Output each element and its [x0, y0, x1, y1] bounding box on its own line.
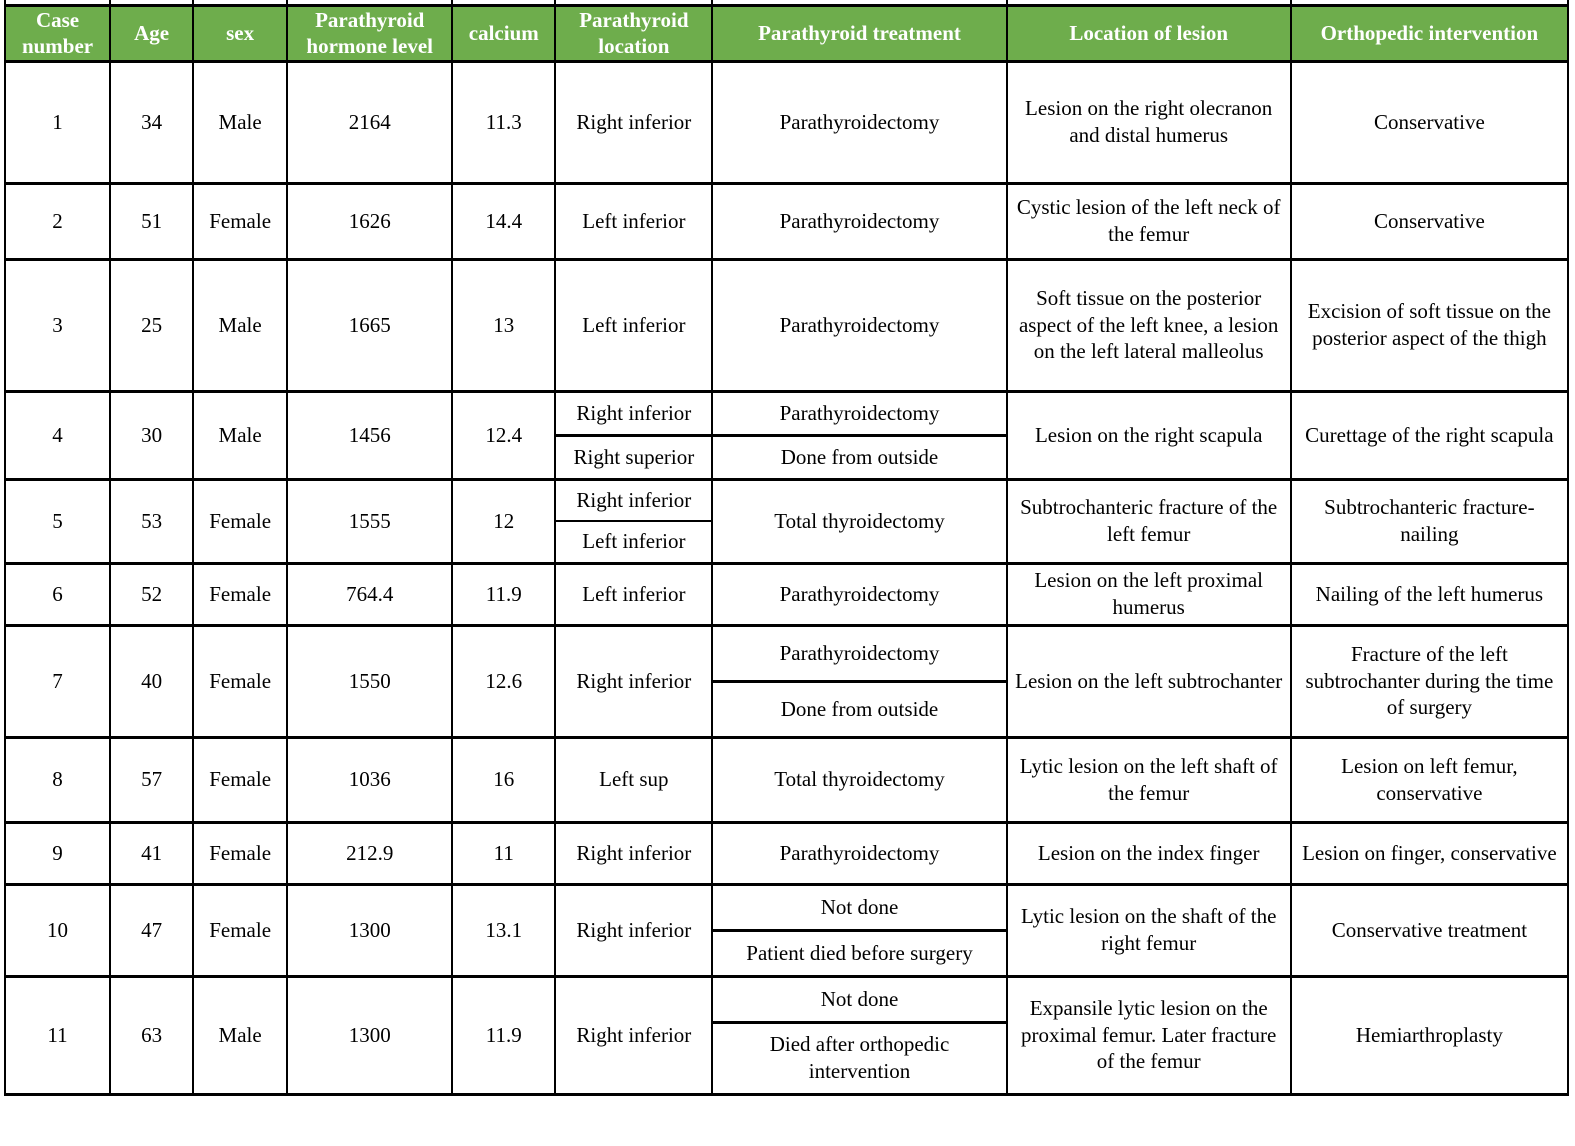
- cell-sex: Male: [193, 259, 287, 391]
- cell-lesion: Expansile lytic lesion on the proximal femur. Later fracture of the femur: [1007, 976, 1291, 1094]
- table-row: [5, 259, 1568, 391]
- cell-intervention: Hemiarthroplasty: [1291, 976, 1568, 1094]
- cell-location-sub: Right superior: [556, 434, 711, 478]
- cell-location: Right inferior: [555, 822, 712, 884]
- cell-sex: Female: [193, 625, 287, 737]
- cell-case-number: 8: [5, 737, 110, 822]
- cell-case-number: 10: [5, 884, 110, 976]
- column-header-sex: sex: [193, 6, 287, 62]
- cell-hormone: 1456: [287, 391, 452, 479]
- cell-treatment: Total thyroidectomy: [712, 479, 1006, 563]
- cell-lesion: Lesion on the left proximal humerus: [1007, 563, 1291, 625]
- cell-lesion: Subtrochanteric fracture of the left femur: [1007, 479, 1291, 563]
- cell-calcium: 11.9: [452, 563, 555, 625]
- cell-location-sub: Right inferior: [576, 487, 692, 512]
- cases-table: [4, 0, 1569, 1096]
- column-header-calcium: calcium: [452, 6, 555, 62]
- cell-case-number: 4: [5, 391, 110, 479]
- cell-location-sub: Right inferior: [576, 400, 692, 425]
- cell-case-number: 3: [5, 259, 110, 391]
- cell-age: 25: [110, 259, 193, 391]
- cell-age: 30: [110, 391, 193, 479]
- cell-treatment-sub: Done from outside: [713, 434, 1005, 478]
- cell-intervention: Nailing of the left humerus: [1291, 563, 1568, 625]
- column-header-age: Age: [110, 6, 193, 62]
- cell-hormone: 212.9: [287, 822, 452, 884]
- table-row: [5, 976, 1568, 1094]
- cell-age: 47: [110, 884, 193, 976]
- cell-treatment-sub: Not done: [820, 986, 899, 1011]
- cell-age: 34: [110, 61, 193, 183]
- cell-lesion: Lesion on the right olecranon and distal humerus: [1007, 61, 1291, 183]
- table-row: [5, 822, 1568, 884]
- cell-calcium: 11.9: [452, 976, 555, 1094]
- cell-treatment: Parathyroidectomy: [712, 61, 1006, 183]
- table-row: [5, 391, 1568, 479]
- cell-hormone: 1626: [287, 183, 452, 259]
- cell-sex: Female: [193, 822, 287, 884]
- column-header-orthopedic-intervention: Orthopedic intervention: [1291, 6, 1568, 62]
- cell-location: Right inferior: [555, 884, 712, 976]
- cell-treatment: Parathyroidectomy: [712, 259, 1006, 391]
- cell-lesion: Soft tissue on the posterior aspect of the left knee, a lesion on the left lateral malleolus: [1007, 259, 1291, 391]
- cell-age: 52: [110, 563, 193, 625]
- cell-age: 57: [110, 737, 193, 822]
- cell-lesion: Cystic lesion of the left neck of the femur: [1007, 183, 1291, 259]
- cell-hormone: 1550: [287, 625, 452, 737]
- cell-treatment-split: [712, 391, 1006, 479]
- cell-hormone: 1300: [287, 884, 452, 976]
- column-header-location-of-lesion: Location of lesion: [1007, 6, 1291, 62]
- cell-intervention: Lesion on finger, conservative: [1291, 822, 1568, 884]
- cell-case-number: 2: [5, 183, 110, 259]
- cell-treatment-split: [712, 976, 1006, 1094]
- cell-treatment-sub: Parathyroidectomy: [779, 640, 940, 665]
- cell-sex: Male: [193, 61, 287, 183]
- cell-treatment-sub: Patient died before surgery: [713, 929, 1005, 975]
- column-header-case-number: Case number: [5, 6, 110, 62]
- cell-lesion: Lytic lesion on the left shaft of the femur: [1007, 737, 1291, 822]
- cell-lesion: Lesion on the right scapula: [1007, 391, 1291, 479]
- cell-case-number: 1: [5, 61, 110, 183]
- cell-sex: Female: [193, 563, 287, 625]
- cell-sex: Male: [193, 976, 287, 1094]
- table-row: [5, 884, 1568, 976]
- cell-location: Right inferior: [555, 976, 712, 1094]
- cell-intervention: Conservative: [1291, 183, 1568, 259]
- cell-sex: Female: [193, 479, 287, 563]
- cell-case-number: 7: [5, 625, 110, 737]
- cell-location: Right inferior: [555, 61, 712, 183]
- cell-intervention: Lesion on left femur, conservative: [1291, 737, 1568, 822]
- cell-treatment: Total thyroidectomy: [712, 737, 1006, 822]
- cell-case-number: 5: [5, 479, 110, 563]
- cell-location: Left inferior: [555, 183, 712, 259]
- cell-intervention: Conservative treatment: [1291, 884, 1568, 976]
- cell-treatment: Parathyroidectomy: [712, 822, 1006, 884]
- table-row: [5, 737, 1568, 822]
- cell-case-number: 6: [5, 563, 110, 625]
- column-header-parathyroid-treatment: Parathyroid treatment: [712, 6, 1006, 62]
- cell-calcium: 13.1: [452, 884, 555, 976]
- cell-hormone: 1555: [287, 479, 452, 563]
- cell-lesion: Lesion on the index finger: [1007, 822, 1291, 884]
- cell-case-number: 11: [5, 976, 110, 1094]
- cell-calcium: 16: [452, 737, 555, 822]
- column-header-parathyroid-hormone-level: Parathyroid hormone level: [287, 6, 452, 62]
- cell-age: 40: [110, 625, 193, 737]
- cell-lesion: Lesion on the left subtrochanter: [1007, 625, 1291, 737]
- table-row: [5, 61, 1568, 183]
- cell-treatment-sub: Not done: [820, 894, 899, 919]
- cell-calcium: 12: [452, 479, 555, 563]
- cell-treatment-sub: Parathyroidectomy: [779, 400, 940, 425]
- cell-location-sub: Left inferior: [556, 520, 711, 562]
- cell-hormone: 2164: [287, 61, 452, 183]
- cell-age: 53: [110, 479, 193, 563]
- cell-treatment: Parathyroidectomy: [712, 563, 1006, 625]
- cell-lesion: Lytic lesion on the shaft of the right femur: [1007, 884, 1291, 976]
- cell-hormone: 1300: [287, 976, 452, 1094]
- cell-treatment-sub: Done from outside: [713, 680, 1005, 736]
- cell-location: Right inferior: [555, 625, 712, 737]
- cell-age: 51: [110, 183, 193, 259]
- cell-calcium: 11.3: [452, 61, 555, 183]
- cell-treatment: Parathyroidectomy: [712, 183, 1006, 259]
- cell-location: Left inferior: [555, 563, 712, 625]
- cell-calcium: 13: [452, 259, 555, 391]
- cell-intervention: Subtrochanteric fracture-nailing: [1291, 479, 1568, 563]
- table-row: [5, 479, 1568, 563]
- table-row: [5, 183, 1568, 259]
- cell-treatment-split: [712, 884, 1006, 976]
- cell-location: Left sup: [555, 737, 712, 822]
- cell-location-split: [555, 391, 712, 479]
- cell-case-number: 9: [5, 822, 110, 884]
- cell-calcium: 12.4: [452, 391, 555, 479]
- cell-calcium: 14.4: [452, 183, 555, 259]
- cell-intervention: Excision of soft tissue on the posterior aspect of the thigh: [1291, 259, 1568, 391]
- cell-sex: Female: [193, 884, 287, 976]
- table-row: [5, 625, 1568, 737]
- cell-treatment-sub: Died after orthopedic intervention: [713, 1021, 1005, 1092]
- cell-age: 41: [110, 822, 193, 884]
- cell-treatment-split: [712, 625, 1006, 737]
- cell-hormone: 1665: [287, 259, 452, 391]
- cell-sex: Male: [193, 391, 287, 479]
- cell-age: 63: [110, 976, 193, 1094]
- cell-sex: Female: [193, 737, 287, 822]
- cell-calcium: 11: [452, 822, 555, 884]
- header-row: [5, 6, 1568, 62]
- cell-location: Left inferior: [555, 259, 712, 391]
- cell-intervention: Curettage of the right scapula: [1291, 391, 1568, 479]
- cell-intervention: Conservative: [1291, 61, 1568, 183]
- cell-hormone: 764.4: [287, 563, 452, 625]
- cell-sex: Female: [193, 183, 287, 259]
- column-header-parathyroid-location: Parathyroid location: [555, 6, 712, 62]
- cell-hormone: 1036: [287, 737, 452, 822]
- cell-calcium: 12.6: [452, 625, 555, 737]
- cell-intervention: Fracture of the left subtrochanter during the time of surgery: [1291, 625, 1568, 737]
- table-row: [5, 563, 1568, 625]
- cell-location-split: [555, 479, 712, 563]
